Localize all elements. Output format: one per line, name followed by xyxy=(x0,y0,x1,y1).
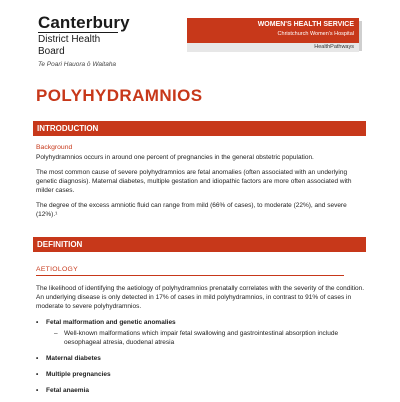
document-title: POLYHYDRAMNIOS xyxy=(36,86,203,105)
intro-paragraph: The degree of the excess amniotic fluid can range from mild (66% of cases), to moderate (22%), and severe (12%).¹ xyxy=(36,202,347,218)
cause-label: Fetal malformation and genetic anomalies xyxy=(46,319,176,326)
definition-content xyxy=(36,284,366,402)
logo-name: Canterbury xyxy=(38,13,130,32)
service-box xyxy=(187,18,359,44)
cause-list xyxy=(36,318,366,395)
cause-label: Maternal diabetes xyxy=(46,355,101,362)
aetiology-subheading: AETIOLOGY xyxy=(36,266,344,276)
cdhb-logo xyxy=(38,14,130,69)
service-title: WOMEN'S HEALTH SERVICE xyxy=(257,21,354,28)
logo-maori-name: Te Poari Hauora ō Waitaha xyxy=(38,61,117,68)
introduction-section-heading: INTRODUCTION xyxy=(33,121,366,136)
service-banner xyxy=(187,18,359,44)
list-item xyxy=(36,370,366,379)
definition-section-heading: DEFINITION xyxy=(33,237,366,252)
logo-board: District Health Board xyxy=(38,32,118,58)
aetiology-paragraph: The likelihood of identifying the aetiology of polyhydramnios prenatally correlates with the severity of the condition. An underlying disease is only detected in 17% of cases in mild polyhydramnios, in contrast to 91% of cases in moderate to severe polyhydramnios. xyxy=(36,285,365,310)
cause-label: Fetal anaemia xyxy=(46,387,89,394)
list-item xyxy=(36,386,366,395)
list-item xyxy=(36,318,366,347)
intro-paragraph: The most common cause of severe polyhydramnios are fetal anomalies (often associated with an underlying genetic diagnosis). Maternal diabetes, multiple gestation and idiopathic factors are more often associated with milder cases. xyxy=(36,169,352,194)
cause-label: Multiple pregnancies xyxy=(46,371,111,378)
introduction-content xyxy=(36,143,366,225)
cause-detail: – Well-known malformations which impair fetal swallowing and gastrointestinal absorption include oesophageal atresia, duodenal atresia xyxy=(46,329,366,347)
service-hospital: Christchurch Women's Hospital xyxy=(277,31,354,37)
background-subheading: Background xyxy=(36,144,73,151)
list-item xyxy=(36,354,366,363)
healthpathways-label: HealthPathways xyxy=(187,43,359,52)
intro-paragraph: Polyhydramnios occurs in around one percent of pregnancies in the general obstetric population. xyxy=(36,154,314,161)
